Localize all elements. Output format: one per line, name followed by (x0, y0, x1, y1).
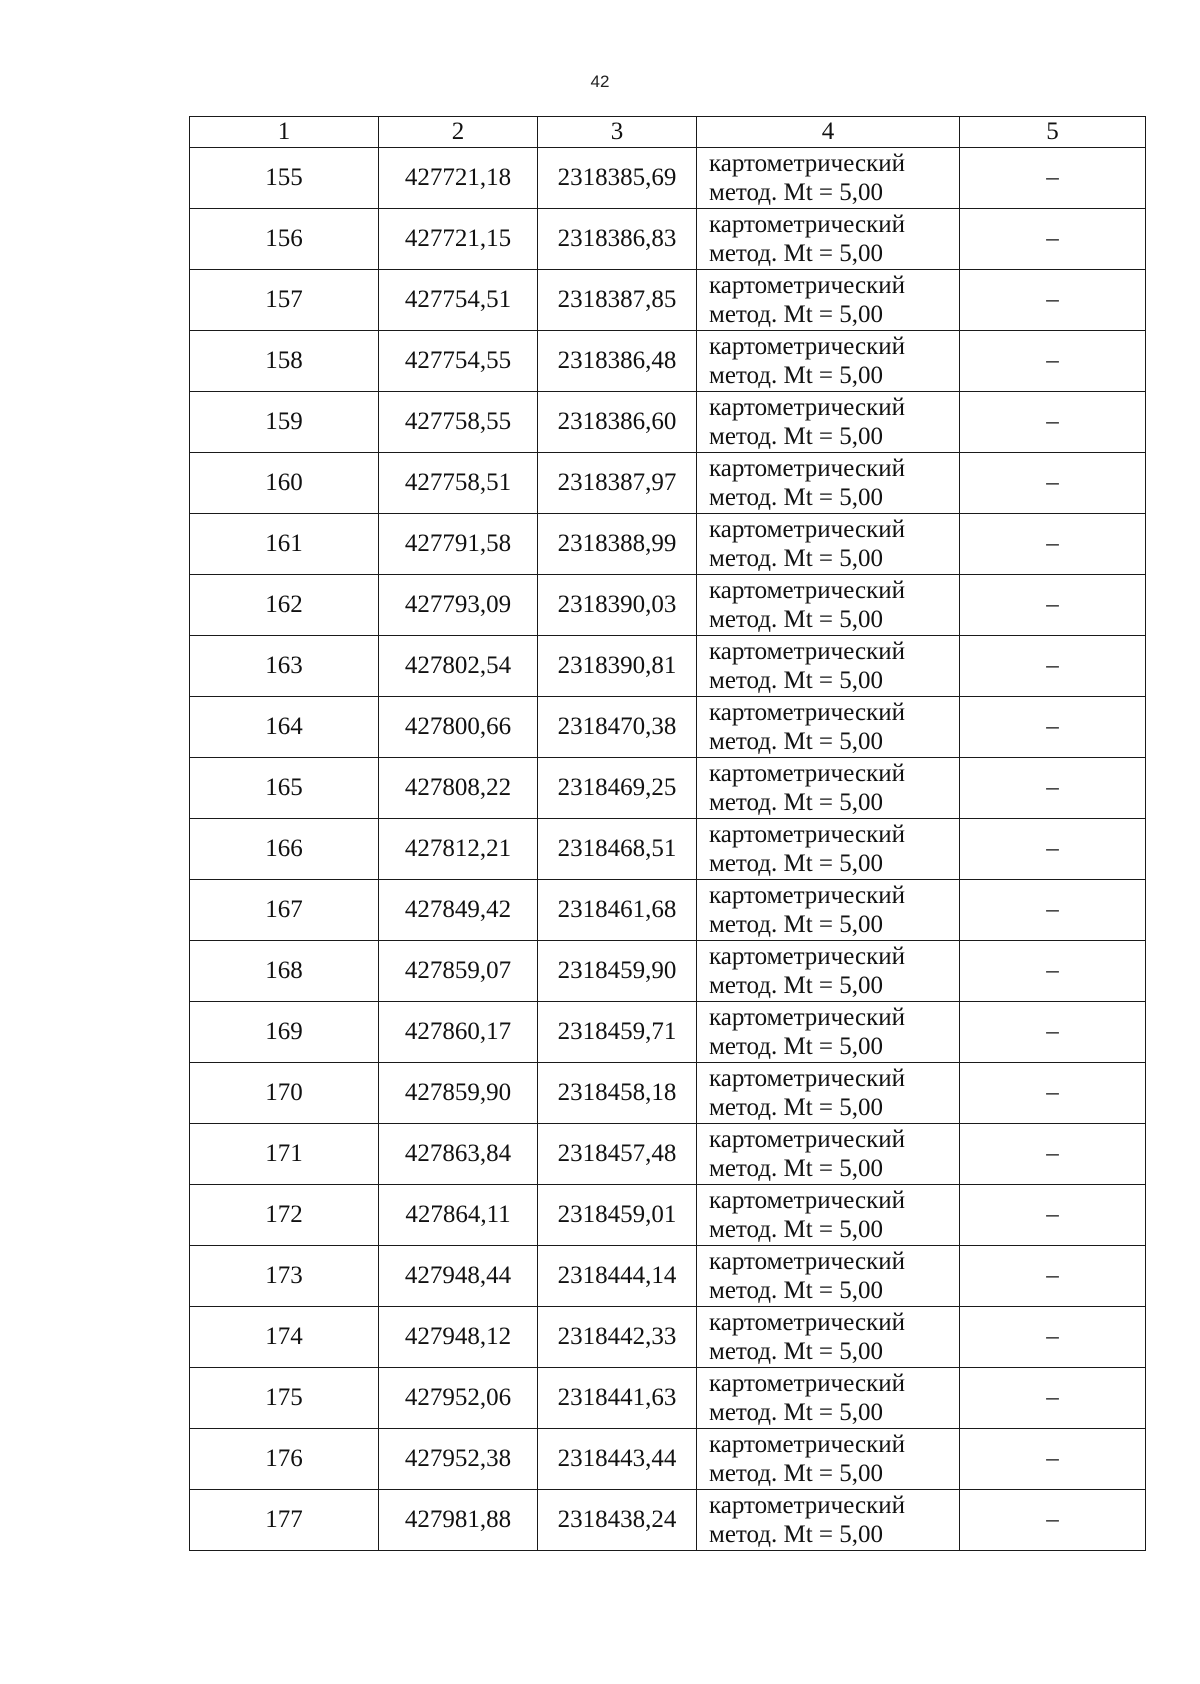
method-line-1: картометрический (709, 333, 905, 360)
column5-cell: – (960, 453, 1146, 514)
method-line-1: картометрический (709, 1431, 905, 1458)
column5-cell: – (960, 758, 1146, 819)
point-number-cell: 160 (190, 453, 379, 514)
column5-cell: – (960, 1063, 1146, 1124)
method-cell (697, 1002, 960, 1063)
column-header-1: 1 (190, 117, 379, 148)
method-line-1: картометрический (709, 1187, 905, 1214)
column5-cell: – (960, 392, 1146, 453)
x-coordinate-cell: 427754,55 (379, 331, 538, 392)
method-line-2: метод. Mt = 5,00 (709, 911, 884, 938)
column5-cell: – (960, 1368, 1146, 1429)
column5-cell: – (960, 575, 1146, 636)
table-row (190, 1002, 1146, 1063)
method-cell (697, 1368, 960, 1429)
table-row (190, 1063, 1146, 1124)
header-row (190, 117, 1146, 148)
method-line-2: метод. Mt = 5,00 (709, 362, 884, 389)
column5-cell: – (960, 1185, 1146, 1246)
point-number-cell: 162 (190, 575, 379, 636)
column-header-2: 2 (379, 117, 538, 148)
y-coordinate-cell: 2318461,68 (538, 880, 697, 941)
method-line-1: картометрический (709, 943, 905, 970)
y-coordinate-cell: 2318390,81 (538, 636, 697, 697)
method-line-2: метод. Mt = 5,00 (709, 484, 884, 511)
table-row (190, 270, 1146, 331)
column5-cell: – (960, 270, 1146, 331)
x-coordinate-cell: 427812,21 (379, 819, 538, 880)
column5-cell: – (960, 331, 1146, 392)
method-cell (697, 636, 960, 697)
column5-cell: – (960, 880, 1146, 941)
table-row (190, 697, 1146, 758)
table-row (190, 1246, 1146, 1307)
y-coordinate-cell: 2318438,24 (538, 1490, 697, 1551)
y-coordinate-cell: 2318458,18 (538, 1063, 697, 1124)
point-number-cell: 168 (190, 941, 379, 1002)
method-line-1: картометрический (709, 1492, 905, 1519)
method-line-1: картометрический (709, 760, 905, 787)
column5-cell: – (960, 819, 1146, 880)
column5-cell: – (960, 148, 1146, 209)
method-line-1: картометрический (709, 1126, 905, 1153)
column5-cell: – (960, 1246, 1146, 1307)
column5-cell: – (960, 1124, 1146, 1185)
method-line-1: картометрический (709, 577, 905, 604)
method-line-1: картометрический (709, 211, 905, 238)
x-coordinate-cell: 427791,58 (379, 514, 538, 575)
table-row (190, 148, 1146, 209)
point-number-cell: 170 (190, 1063, 379, 1124)
method-cell (697, 270, 960, 331)
y-coordinate-cell: 2318387,85 (538, 270, 697, 331)
method-cell (697, 819, 960, 880)
table-row (190, 514, 1146, 575)
method-line-2: метод. Mt = 5,00 (709, 545, 884, 572)
point-number-cell: 164 (190, 697, 379, 758)
column-header-5: 5 (960, 117, 1146, 148)
method-line-2: метод. Mt = 5,00 (709, 1033, 884, 1060)
point-number-cell: 158 (190, 331, 379, 392)
table-row (190, 880, 1146, 941)
column5-cell: – (960, 1429, 1146, 1490)
table-row (190, 331, 1146, 392)
table-row (190, 758, 1146, 819)
point-number-cell: 169 (190, 1002, 379, 1063)
y-coordinate-cell: 2318468,51 (538, 819, 697, 880)
point-number-cell: 155 (190, 148, 379, 209)
y-coordinate-cell: 2318459,90 (538, 941, 697, 1002)
x-coordinate-cell: 427864,11 (379, 1185, 538, 1246)
x-coordinate-cell: 427981,88 (379, 1490, 538, 1551)
x-coordinate-cell: 427952,06 (379, 1368, 538, 1429)
point-number-cell: 166 (190, 819, 379, 880)
method-line-2: метод. Mt = 5,00 (709, 972, 884, 999)
method-line-1: картометрический (709, 1248, 905, 1275)
method-line-1: картометрический (709, 516, 905, 543)
method-cell (697, 575, 960, 636)
method-cell (697, 697, 960, 758)
method-cell (697, 758, 960, 819)
method-cell (697, 1429, 960, 1490)
method-line-2: метод. Mt = 5,00 (709, 1399, 884, 1426)
x-coordinate-cell: 427754,51 (379, 270, 538, 331)
column5-cell: – (960, 1002, 1146, 1063)
table-row (190, 819, 1146, 880)
method-line-1: картометрический (709, 821, 905, 848)
table-row (190, 1429, 1146, 1490)
x-coordinate-cell: 427948,12 (379, 1307, 538, 1368)
point-number-cell: 163 (190, 636, 379, 697)
method-cell (697, 941, 960, 1002)
column-header-4: 4 (697, 117, 960, 148)
table-row (190, 209, 1146, 270)
table-row (190, 1307, 1146, 1368)
method-line-2: метод. Mt = 5,00 (709, 667, 884, 694)
method-cell (697, 392, 960, 453)
method-line-2: метод. Mt = 5,00 (709, 1338, 884, 1365)
table-row (190, 1368, 1146, 1429)
column5-cell: – (960, 636, 1146, 697)
x-coordinate-cell: 427952,38 (379, 1429, 538, 1490)
x-coordinate-cell: 427793,09 (379, 575, 538, 636)
x-coordinate-cell: 427758,51 (379, 453, 538, 514)
point-number-cell: 167 (190, 880, 379, 941)
column5-cell: – (960, 209, 1146, 270)
table-row (190, 1124, 1146, 1185)
y-coordinate-cell: 2318442,33 (538, 1307, 697, 1368)
point-number-cell: 161 (190, 514, 379, 575)
method-line-1: картометрический (709, 882, 905, 909)
method-line-1: картометрический (709, 1065, 905, 1092)
x-coordinate-cell: 427721,18 (379, 148, 538, 209)
y-coordinate-cell: 2318459,01 (538, 1185, 697, 1246)
point-number-cell: 171 (190, 1124, 379, 1185)
x-coordinate-cell: 427859,90 (379, 1063, 538, 1124)
x-coordinate-cell: 427863,84 (379, 1124, 538, 1185)
method-cell (697, 514, 960, 575)
x-coordinate-cell: 427800,66 (379, 697, 538, 758)
method-line-1: картометрический (709, 272, 905, 299)
method-line-2: метод. Mt = 5,00 (709, 850, 884, 877)
method-cell (697, 1246, 960, 1307)
point-number-cell: 173 (190, 1246, 379, 1307)
method-line-2: метод. Mt = 5,00 (709, 1155, 884, 1182)
point-number-cell: 165 (190, 758, 379, 819)
x-coordinate-cell: 427808,22 (379, 758, 538, 819)
method-line-2: метод. Mt = 5,00 (709, 423, 884, 450)
method-cell (697, 1124, 960, 1185)
method-line-2: метод. Mt = 5,00 (709, 301, 884, 328)
point-number-cell: 174 (190, 1307, 379, 1368)
y-coordinate-cell: 2318390,03 (538, 575, 697, 636)
method-line-2: метод. Mt = 5,00 (709, 728, 884, 755)
method-line-1: картометрический (709, 150, 905, 177)
method-cell (697, 148, 960, 209)
y-coordinate-cell: 2318459,71 (538, 1002, 697, 1063)
method-line-2: метод. Mt = 5,00 (709, 240, 884, 267)
table-row (190, 453, 1146, 514)
method-cell (697, 1490, 960, 1551)
x-coordinate-cell: 427849,42 (379, 880, 538, 941)
y-coordinate-cell: 2318444,14 (538, 1246, 697, 1307)
table-header (190, 117, 1146, 148)
x-coordinate-cell: 427860,17 (379, 1002, 538, 1063)
x-coordinate-cell: 427948,44 (379, 1246, 538, 1307)
y-coordinate-cell: 2318441,63 (538, 1368, 697, 1429)
table-row (190, 636, 1146, 697)
method-cell (697, 1063, 960, 1124)
column5-cell: – (960, 514, 1146, 575)
column5-cell: – (960, 1490, 1146, 1551)
method-line-2: метод. Mt = 5,00 (709, 606, 884, 633)
y-coordinate-cell: 2318386,60 (538, 392, 697, 453)
method-line-2: метод. Mt = 5,00 (709, 1460, 884, 1487)
method-cell (697, 453, 960, 514)
y-coordinate-cell: 2318387,97 (538, 453, 697, 514)
method-line-1: картометрический (709, 1309, 905, 1336)
y-coordinate-cell: 2318388,99 (538, 514, 697, 575)
column5-cell: – (960, 1307, 1146, 1368)
x-coordinate-cell: 427721,15 (379, 209, 538, 270)
table-row (190, 1490, 1146, 1551)
y-coordinate-cell: 2318386,48 (538, 331, 697, 392)
method-cell (697, 1185, 960, 1246)
point-number-cell: 176 (190, 1429, 379, 1490)
method-cell (697, 880, 960, 941)
point-number-cell: 159 (190, 392, 379, 453)
y-coordinate-cell: 2318443,44 (538, 1429, 697, 1490)
method-line-1: картометрический (709, 638, 905, 665)
column-header-3: 3 (538, 117, 697, 148)
table-row (190, 575, 1146, 636)
method-line-2: метод. Mt = 5,00 (709, 1216, 884, 1243)
y-coordinate-cell: 2318469,25 (538, 758, 697, 819)
method-cell (697, 209, 960, 270)
point-number-cell: 177 (190, 1490, 379, 1551)
method-line-1: картометрический (709, 394, 905, 421)
method-line-2: метод. Mt = 5,00 (709, 1094, 884, 1121)
method-line-2: метод. Mt = 5,00 (709, 1277, 884, 1304)
method-line-1: картометрический (709, 699, 905, 726)
method-line-2: метод. Mt = 5,00 (709, 789, 884, 816)
column5-cell: – (960, 941, 1146, 1002)
table-row (190, 941, 1146, 1002)
y-coordinate-cell: 2318385,69 (538, 148, 697, 209)
page-number: 42 (590, 72, 610, 91)
method-line-2: метод. Mt = 5,00 (709, 179, 884, 206)
method-cell (697, 1307, 960, 1368)
point-number-cell: 156 (190, 209, 379, 270)
method-line-1: картометрический (709, 1004, 905, 1031)
column5-cell: – (960, 697, 1146, 758)
method-line-1: картометрический (709, 1370, 905, 1397)
method-line-2: метод. Mt = 5,00 (709, 1521, 884, 1548)
table-row (190, 1185, 1146, 1246)
x-coordinate-cell: 427859,07 (379, 941, 538, 1002)
table-row (190, 392, 1146, 453)
point-number-cell: 157 (190, 270, 379, 331)
point-number-cell: 175 (190, 1368, 379, 1429)
y-coordinate-cell: 2318457,48 (538, 1124, 697, 1185)
coordinates-table (189, 116, 1146, 1551)
y-coordinate-cell: 2318386,83 (538, 209, 697, 270)
point-number-cell: 172 (190, 1185, 379, 1246)
table-body (190, 148, 1146, 1551)
x-coordinate-cell: 427758,55 (379, 392, 538, 453)
x-coordinate-cell: 427802,54 (379, 636, 538, 697)
y-coordinate-cell: 2318470,38 (538, 697, 697, 758)
method-line-1: картометрический (709, 455, 905, 482)
method-cell (697, 331, 960, 392)
